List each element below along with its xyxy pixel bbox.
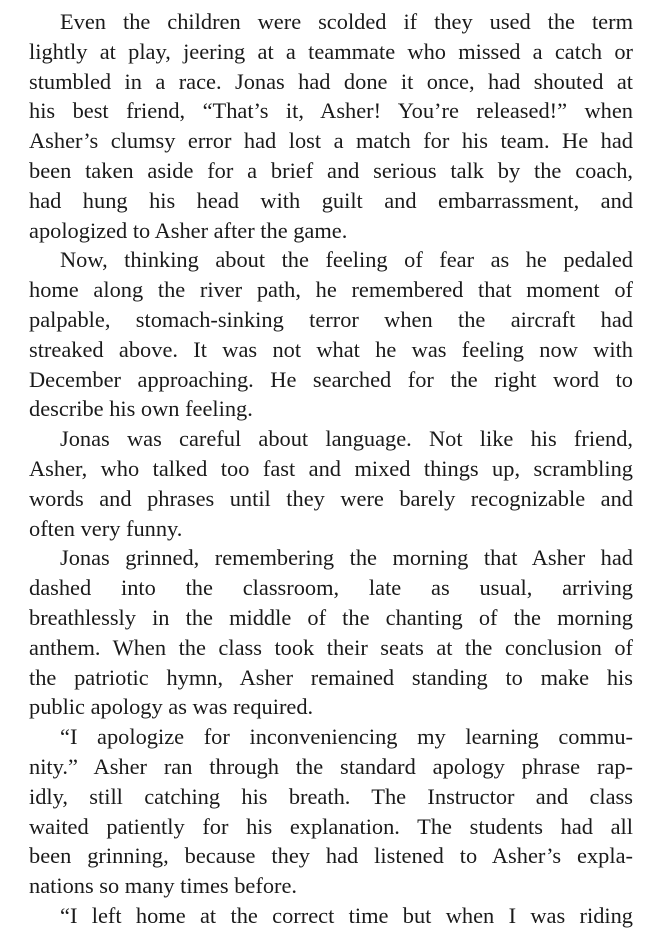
text-line: had hung his head with guilt and embarrassment, and <box>29 187 633 213</box>
text-line: palpable, stomach-sinking terror when the aircraft had <box>29 306 633 332</box>
text-line: been taken aside for a brief and serious talk by the coach, <box>29 157 633 183</box>
text-line: the patriotic hymn, Asher remained standing to make his <box>29 664 633 690</box>
paragraph-2 <box>29 245 633 424</box>
text-line: breathlessly in the middle of the chanting of the morning <box>29 604 633 630</box>
text-line: Jonas was careful about language. Not like his friend, <box>60 426 633 452</box>
paragraph-3 <box>29 424 633 543</box>
text-line: waited patiently for his explanation. The students had all <box>29 813 633 839</box>
text-line: stumbled in a race. Jonas had done it once, had shouted at <box>29 68 633 94</box>
text-line: lightly at play, jeering at a teammate who missed a catch or <box>29 38 633 64</box>
text-line: dashed into the classroom, late as usual, arriving <box>29 575 633 601</box>
paragraph-1 <box>29 7 633 245</box>
text-line: words and phrases until they were barely recognizable and <box>29 485 633 511</box>
text-line: describe his own feeling. <box>29 396 253 422</box>
paragraph-6 <box>29 901 633 931</box>
text-line: nations so many times before. <box>29 873 298 899</box>
text-line: idly, still catching his breath. The Instructor and class <box>29 783 633 809</box>
text-line: “I apologize for inconveniencing my learning commu- <box>60 724 633 750</box>
text-line: home along the river path, he remembered that moment of <box>29 277 633 303</box>
text-line: Asher, who talked too fast and mixed things up, scrambling <box>29 455 633 481</box>
book-page <box>29 7 633 931</box>
text-line: December approaching. He searched for the right word to <box>29 366 633 392</box>
text-line: often very funny. <box>29 515 183 541</box>
text-line: Now, thinking about the feeling of fear as he pedaled <box>60 247 633 273</box>
text-line: Even the children were scolded if they used the term <box>60 9 633 34</box>
text-line: streaked above. It was not what he was feeling now with <box>29 336 633 362</box>
text-line: his best friend, “That’s it, Asher! You’re released!” when <box>29 98 633 124</box>
paragraph-5 <box>29 722 633 901</box>
text-line: public apology as was required. <box>29 694 314 720</box>
text-line: apologized to Asher after the game. <box>29 217 348 243</box>
text-line: nity.” Asher ran through the standard apology phrase rap- <box>29 753 633 779</box>
text-line: been grinning, because they had listened to Asher’s expla- <box>29 843 633 869</box>
text-line: Asher’s clumsy error had lost a match for his team. He had <box>29 128 633 154</box>
paragraph-4 <box>29 543 633 722</box>
text-line: Jonas grinned, remembering the morning that Asher had <box>60 545 633 571</box>
text-line: “I left home at the correct time but when I was riding <box>60 902 633 928</box>
text-line: anthem. When the class took their seats at the conclusion of <box>29 634 633 660</box>
